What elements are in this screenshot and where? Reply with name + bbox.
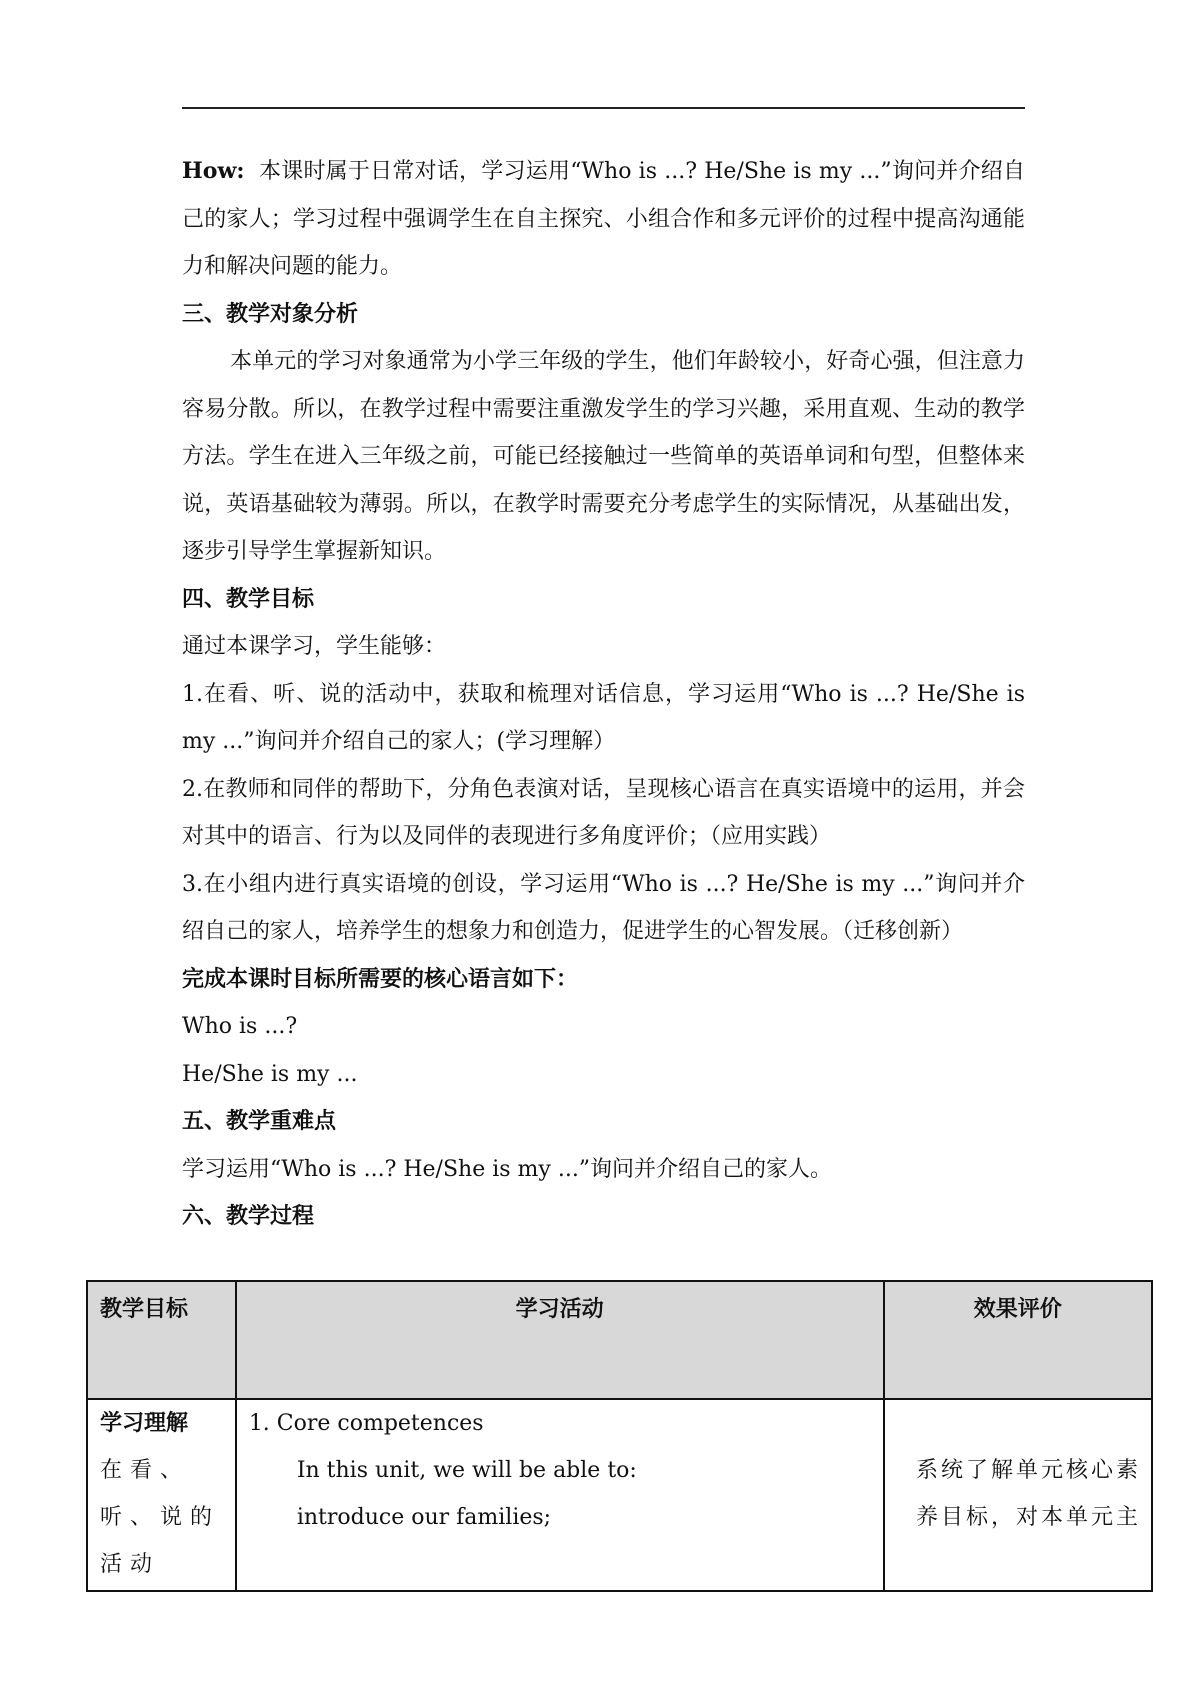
header-rule	[182, 107, 1025, 109]
header-evaluation: 效果评价	[884, 1281, 1152, 1399]
table-header-row	[87, 1281, 1152, 1399]
header-goal: 教学目标	[87, 1281, 236, 1399]
goal-2: 2.在教师和同伴的帮助下，分角色表演对话，呈现核心语言在真实语境中的运用，并会对其中的语言、行为以及同伴的表现进行多角度评价；（应用实践）	[182, 776, 1025, 849]
activity-line-1: 1. Core competences	[248, 1411, 484, 1436]
row-goal-cell	[87, 1399, 236, 1591]
goal-1: 1.在看、听、说的活动中，获取和梳理对话信息，学习运用“Who is ...? He/She is my ...”询问并介绍自己的家人；(学习理解）	[182, 681, 1025, 754]
row-goal-title: 学习理解	[100, 1410, 189, 1436]
goal-3: 3.在小组内进行真实语境的创设，学习运用“Who is ...? He/She is my ...”询问并介绍自己的家人，培养学生的想象力和创造力，促进学生的心智发展。（迁移创新）	[182, 871, 1025, 944]
section3-body: 本单元的学习对象通常为小学三年级的学生，他们年龄较小，好奇心强，但注意力容易分散。所以，在教学过程中需要注重激发学生的学习兴趣，采用直观、生动的教学方法。学生在进入三年级之前，可能已经接触过一些简单的英语单词和句型，但整体来说，英语基础较为薄弱。所以，在教学时需要充分考虑学生的实际情况，从基础出发，逐步引导学生掌握新知识。	[182, 349, 1025, 564]
row-activity-cell	[236, 1399, 884, 1591]
teaching-process-table	[86, 1280, 1153, 1592]
activity-line-3: introduce our families;	[296, 1505, 552, 1530]
section4-title: 四、教学目标	[182, 585, 315, 612]
header-activity: 学习活动	[236, 1281, 884, 1399]
activity-line-2: In this unit, we will be able to:	[296, 1458, 637, 1483]
document-body	[182, 148, 1025, 1241]
how-label: How:	[182, 158, 245, 184]
section5-title: 五、教学重难点	[182, 1108, 337, 1134]
table-row	[87, 1399, 1152, 1591]
section6-title: 六、教学过程	[182, 1203, 315, 1229]
core-language-1: Who is ...?	[182, 1014, 298, 1039]
section3-title: 三、教学对象分析	[182, 300, 359, 327]
core-language-2: He/She is my ...	[182, 1061, 358, 1087]
section4-intro: 通过本课学习，学生能够：	[182, 634, 447, 659]
section5-body: 学习运用“Who is ...? He/She is my ...”询问并介绍自己的家人。	[182, 1156, 833, 1182]
how-paragraph	[182, 148, 1025, 291]
row-evaluation-cell: 系统了解单元核心素养目标，对本单元主	[884, 1399, 1152, 1591]
how-text: 本课时属于日常对话，学习运用“Who is ...? He/She is my ...”询问并介绍自己的家人；学习过程中强调学生在自主探究、小组合作和多元评价的过程中提高沟通能力和解决问题的能力。	[182, 159, 1025, 279]
core-language-title: 完成本课时目标所需要的核心语言如下：	[182, 965, 579, 992]
row-goal-text: 在看、听、说的活动	[100, 1458, 221, 1577]
